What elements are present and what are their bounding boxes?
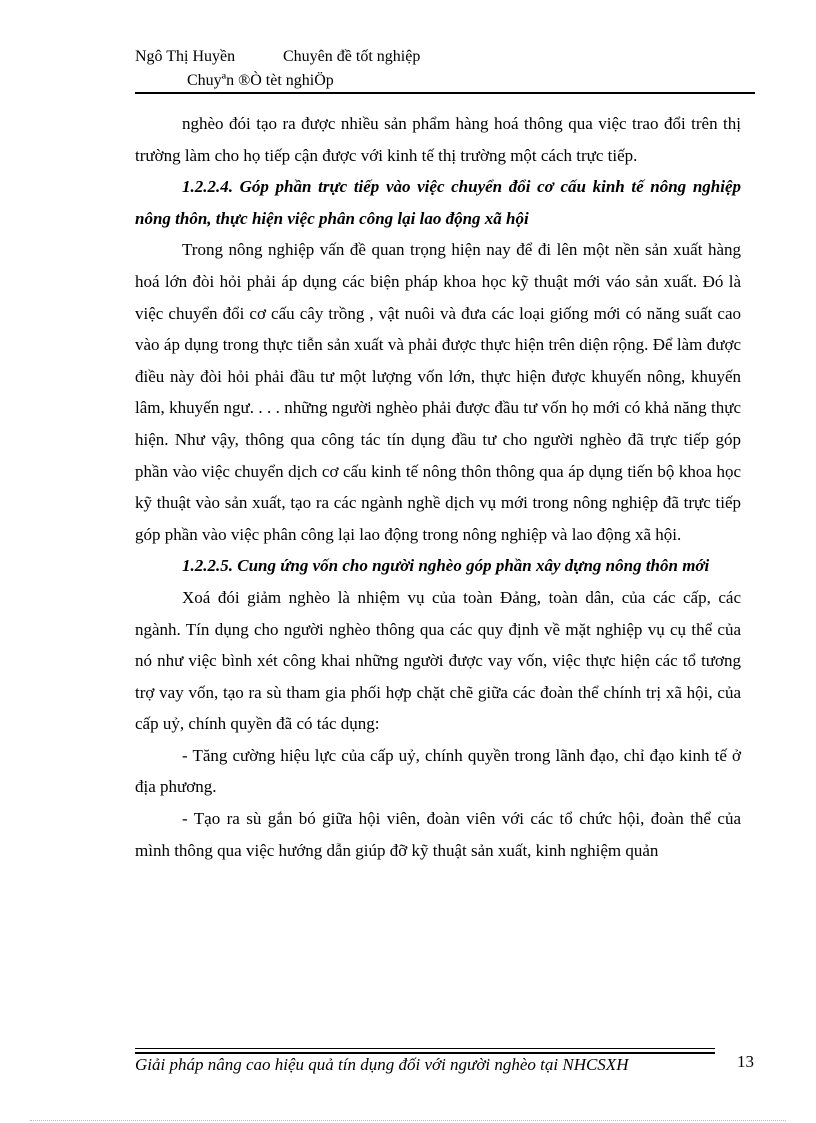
header-rule <box>135 92 755 94</box>
document-body <box>135 108 741 866</box>
bullet-item-2: - Tạo ra sù gắn bó giữa hội viên, đoàn viên với các tổ chức hội, đoàn thể của mình thông qua việc hướng dẫn giúp đỡ kỹ thuật sản xuất, kinh nghiệm quản <box>135 809 741 860</box>
footer-rule-thin <box>135 1048 715 1049</box>
paragraph-1: nghèo đói tạo ra được nhiều sản phẩm hàng hoá thông qua việc trao đổi trên thị trường làm cho họ tiếp cận được với kinh tế thị trường một cách trực tiếp. <box>135 114 741 165</box>
header-topic: Chuyên đề tốt nghiệp <box>283 48 421 65</box>
page-bottom-border <box>30 1120 786 1121</box>
section-heading-1-2-2-4: 1.2.2.4. Góp phần trực tiếp vào việc chuyển đổi cơ cấu kinh tế nông nghiệp nông thôn, thực hiện việc phân công lại lao động xã hội <box>135 177 741 228</box>
footer-rule-thick <box>135 1052 715 1054</box>
header-author: Ngô Thị Huyền <box>135 48 236 65</box>
section-heading-1-2-2-5: 1.2.2.5. Cung ứng vốn cho người nghèo góp phần xây dựng nông thôn mới <box>182 556 710 576</box>
paragraph-3: Xoá đói giảm nghèo là nhiệm vụ của toàn Đảng, toàn dân, của các cấp, các ngành. Tín dụng cho người nghèo thông qua các quy định về mặt nghiệp vụ cụ thể của nó như việc bình xét công khai những người được vay vốn, việc thực hiện các tổ tương trợ vay vốn, tạo ra sù tham gia phối hợp chặt chẽ giữa các đoàn thể chính trị xã hội, của cấp uỷ, chính quyền đã có tác dụng: <box>135 587 741 734</box>
footer-title: Giải pháp nâng cao hiệu quả tín dụng đối với người nghèo tại NHCSXH <box>135 1055 629 1074</box>
bullet-item-1: - Tăng cường hiệu lực của cấp uỷ, chính quyền trong lãnh đạo, chỉ đạo kinh tế ở địa phương. <box>135 745 741 797</box>
paragraph-2: Trong nông nghiệp vấn đề quan trọng hiện nay để đi lên một nền sản xuất hàng hoá lớn đòi hỏi phải áp dụng các biện pháp khoa học kỹ thuật mới váo sản xuất. Đó là việc chuyển đổi cơ cấu cây trồng , vật nuôi và đưa các loại giống mới có năng suất cao vào áp dụng trong thực tiễn sản xuất và phải được thực hiện trên diện rộng. Để làm được điều này đòi hỏi phải đầu tư một lượng vốn lớn, thực hiện được khuyến nông, khuyến lâm, khuyến ngư. . . . những người nghèo phải được đầu tư vốn họ mới có khả năng thực hiện. Như vậy, thông qua công tác tín dụng đầu tư cho người nghèo đã trực tiếp góp phần vào việc chuyển dịch cơ cấu kinh tế nông thôn thông qua áp dụng tiến bộ khoa học kỹ thuật vào sản xuất, tạo ra các ngành nghề dịch vụ mới trong nông nghiệp đã trực tiếp góp phần vào việc phân công lại lao động trong nông nghiệp và lao động xã hội. <box>135 240 741 544</box>
header-garbled-topic: Chuyªn ®Ò tèt nghiÖp <box>187 72 334 89</box>
page-number: 13 <box>737 1052 754 1071</box>
